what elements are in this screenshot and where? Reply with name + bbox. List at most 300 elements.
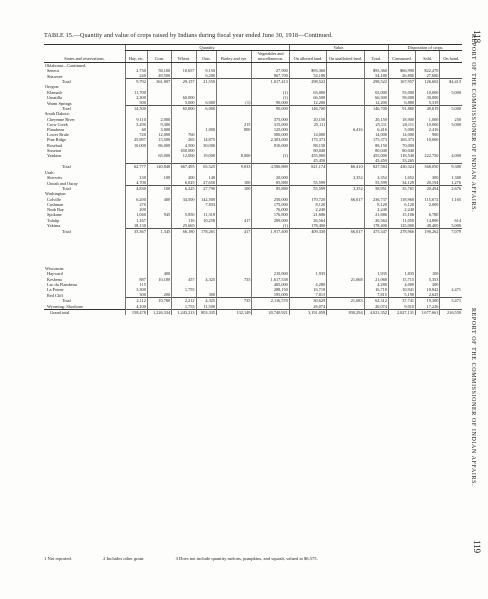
table-cell: 10,258: [196, 218, 216, 223]
table-cell: 62,777: [126, 164, 148, 170]
table-cell: 15,106: [388, 212, 415, 217]
table-cell: 10,657: [172, 68, 196, 73]
table-cell: 130: [126, 175, 148, 180]
footnote-2: 2 Includes other grain.: [103, 556, 145, 561]
row-label: Wisconsin:: [45, 266, 65, 272]
table-cell: 455,000: [289, 153, 326, 158]
table-cell: 65,000: [289, 90, 326, 95]
crop-table: [44, 44, 462, 315]
row-label: La Pointe: [47, 286, 64, 292]
footnote-3: 3 Does not include quantity melons, pumpkins, and squash, valued at $6,575.: [175, 556, 318, 561]
table-cell: 60,000: [172, 95, 196, 100]
table-cell: 25,111: [364, 122, 388, 127]
column-header: Corn.: [147, 51, 171, 62]
table-cell: 26,800: [388, 73, 415, 79]
table-cell: 54,180: [289, 73, 326, 79]
row-label: Cheyenne River: [47, 116, 75, 122]
table-cell: 12,200: [289, 100, 326, 106]
table-cell: 10,000: [416, 90, 440, 95]
row-label: Utah:: [45, 169, 55, 175]
table-cell: 85,880: [252, 186, 289, 192]
table-cell: 8,120: [289, 202, 326, 207]
table-cell: 165,373: [388, 137, 415, 142]
table-cell: 27,650: [196, 180, 216, 186]
table-cell: 900: [416, 132, 440, 137]
table-cell: 33,265: [388, 158, 415, 164]
header-disposition: Disposition of crops.: [388, 45, 462, 51]
table-cell: 66,017: [327, 228, 364, 234]
table-cell: 49,500: [147, 73, 171, 79]
table-cell: 417: [217, 218, 252, 223]
table-cell: 4,586,880: [252, 164, 289, 170]
table-cell: 409,330: [289, 228, 326, 234]
table-cell: 6,200: [126, 197, 148, 202]
table-cell: 6,880: [388, 100, 415, 106]
table-cell: 55,599: [289, 180, 326, 186]
table-cell: 11,500: [196, 304, 216, 310]
row-label: [44, 234, 126, 266]
table-cell: 11,700: [126, 90, 148, 95]
table-cell: (1): [217, 100, 252, 106]
table-cell: 1,226,334: [147, 309, 171, 315]
table-cell: 5,290: [126, 122, 148, 127]
table-cell: 12,000: [147, 132, 171, 137]
table-cell: 1,652: [388, 175, 415, 180]
table-cell: 830,294: [327, 309, 364, 315]
table-cell: 7,815: [364, 292, 388, 298]
table-cell: 3,191,058: [289, 309, 326, 315]
table-cell: 867,700: [252, 73, 289, 79]
table-cell: 167,957: [388, 79, 415, 85]
table-cell: 5,000: [440, 223, 462, 229]
table-cell: 2,000: [416, 202, 440, 207]
table-cell: 132,149: [217, 309, 252, 315]
table-cell: 115: [126, 282, 148, 287]
table-cell: 55,599: [364, 180, 388, 186]
table-cell: 9,300: [147, 122, 171, 127]
table-cell: $93,360: [364, 68, 388, 73]
table-cell: 91,880: [388, 106, 415, 112]
table-cell: [126, 234, 148, 266]
table-cell: 14,500: [126, 106, 148, 112]
table-cell: 21,068: [364, 277, 388, 282]
table-cell: 2,471: [440, 287, 462, 292]
table-cell: 17,226: [416, 304, 440, 310]
table-cell: 25,897: [126, 137, 148, 142]
table-cell: $6,410: [327, 164, 364, 170]
table-cell: 8,000: [217, 153, 252, 158]
table-cell: (1): [252, 90, 289, 95]
table-cell: 361,907: [147, 79, 171, 85]
table-cell: 1,243,213: [172, 309, 196, 315]
table-cell: 58,100: [147, 68, 171, 73]
table-cell: 34,500: [172, 197, 196, 202]
row-label: Colville: [47, 196, 61, 202]
table-cell: 375,000: [252, 117, 289, 122]
table-cell: 9,110: [126, 117, 148, 122]
table-cell: 2,303,000: [252, 137, 289, 142]
table-cell: [252, 234, 289, 266]
table-cell: 18,900: [388, 117, 415, 122]
row-label: Red Cliff: [47, 292, 64, 298]
table-cell: 7,833: [196, 202, 216, 207]
table-cell: [147, 234, 171, 266]
table-cell: 65,325: [196, 164, 216, 170]
table-cell: 9,033: [217, 164, 252, 170]
table-cell: (1): [252, 223, 289, 229]
table-cell: 25,111: [289, 122, 326, 127]
table-cell: 66,017: [327, 197, 364, 202]
table-cell: 26,074: [289, 304, 326, 310]
table-cell: 7,079: [440, 228, 462, 234]
row-label: Uintah and Ouray: [47, 180, 78, 186]
table-cell: 650,000: [172, 148, 196, 153]
table-row: [44, 234, 462, 266]
table-cell: 118,540: [388, 153, 415, 158]
table-cell: 1,935: [289, 271, 326, 276]
table-cell: 1,835: [388, 271, 415, 276]
table-cell: 5,000: [440, 106, 462, 112]
table-cell: 315,000: [252, 122, 289, 127]
table-cell: 2,730: [126, 68, 148, 73]
table-cell: 16,718: [364, 287, 388, 292]
table-cell: 265: [172, 137, 196, 142]
column-header: Wheat.: [172, 51, 196, 62]
page-number-right: 119: [472, 540, 482, 554]
table-cell: 10,180: [147, 277, 171, 282]
table-cell: 810,000: [252, 143, 289, 148]
table-cell: 5,000: [440, 122, 462, 127]
table-cell: 35,781: [388, 186, 415, 192]
table-cell: 20,150: [289, 117, 326, 122]
table-cell: 21,068: [327, 277, 364, 282]
table-cell: 158,478: [126, 309, 148, 315]
table-cell: 126,602: [416, 79, 440, 85]
column-header: Hay, etc.: [126, 51, 148, 62]
table-cell: 76,000: [252, 207, 289, 212]
row-label: Total: [62, 106, 71, 112]
header-value: Value.: [289, 45, 388, 51]
running-header-top: REPORT OF THE COMMISSIONER OF INDIAN AFFAIRS.: [470, 34, 476, 213]
table-cell: 400: [147, 271, 171, 276]
table-cell: 10,000: [126, 143, 148, 148]
table-cell: 3,352: [364, 175, 388, 180]
table-cell: 4,000: [440, 153, 462, 158]
table-cell: 216,550: [440, 309, 462, 315]
table-cell: 270: [126, 202, 148, 207]
table-cell: 7,815: [289, 292, 326, 298]
table-cell: 20,000: [252, 175, 289, 180]
table-cell: 8,120: [364, 202, 388, 207]
row-label: Tulalip: [47, 217, 60, 223]
table-cell: 2,625: [416, 292, 440, 298]
table-cell: 2,240: [364, 207, 388, 212]
table-cell: 115,672: [416, 197, 440, 202]
table-cell: 4,325: [196, 277, 216, 282]
table-cell: 20,740,921: [252, 309, 289, 315]
page-number-left: 118: [472, 30, 482, 44]
table-cell: 21,683: [327, 298, 364, 304]
table-cell: 4,280: [364, 282, 388, 287]
table-cell: 800: [217, 127, 252, 132]
table-cell: 10,780: [147, 298, 171, 304]
table-cell: 146,700: [364, 106, 388, 112]
table-cell: 2,112: [126, 298, 148, 304]
table-cell: 400: [147, 197, 171, 202]
table-cell: 142,500: [196, 197, 216, 202]
table-cell: 5,000: [172, 100, 196, 106]
table-cell: 85,880: [252, 180, 289, 186]
table-cell: 300: [126, 292, 148, 298]
table-cell: 118,960: [388, 197, 415, 202]
table-cell: 80,040: [388, 148, 415, 153]
table-cell: 62,312: [364, 298, 388, 304]
row-label: Total: [62, 228, 71, 234]
table-cell: 37,741: [388, 298, 415, 304]
table-cell: 178,400: [289, 223, 326, 229]
table-cell: 70,000: [388, 143, 415, 148]
row-label: Crow Creek: [47, 121, 68, 127]
table-cell: 65,000: [364, 90, 388, 95]
column-header: On allotted land.: [289, 51, 326, 62]
table-cell: 1,276: [440, 180, 462, 186]
table-cell: 175,373: [364, 137, 388, 142]
table-cell: 2,676: [440, 186, 462, 192]
table-cell: 29,157: [172, 79, 196, 85]
table-cell: 58,000: [388, 95, 415, 100]
table-cell: 34,129: [388, 180, 415, 186]
table-cell: 236,737: [364, 197, 388, 202]
table-cell: 5,850: [172, 212, 196, 217]
table-cell: 65,000: [172, 106, 196, 112]
row-label: Pine Ridge: [47, 137, 66, 143]
table-cell: 16,718: [289, 287, 326, 292]
row-label: Yankton: [47, 153, 62, 159]
table-cell: 209,000: [252, 218, 289, 223]
table-cell: 200: [172, 175, 196, 180]
column-header: Vegetables and miscellaneous.: [252, 51, 289, 62]
row-label: Klamath: [47, 89, 62, 95]
table-cell: 720: [126, 132, 148, 137]
table-cell: 1,917,400: [252, 228, 289, 234]
table-cell: 430,324: [388, 164, 415, 170]
table-cell: 116: [172, 218, 196, 223]
table-cell: 125,000: [388, 223, 415, 229]
table-cell: (1): [252, 153, 289, 158]
table-cell: [440, 234, 462, 266]
table-cell: 6,416: [364, 127, 388, 132]
table-cell: 1,755: [172, 304, 196, 310]
table-cell: 250: [440, 117, 462, 122]
table-cell: $4,413: [440, 79, 462, 85]
table-cell: 2,116,570: [252, 298, 289, 304]
table-cell: 2,000: [147, 117, 171, 122]
table-cell: 6,780: [416, 212, 440, 217]
column-header: Oats.: [196, 51, 216, 62]
table-cell: 178,400: [364, 223, 388, 229]
header-states: States and reservations.: [44, 45, 126, 63]
table-cell: 14,000: [388, 132, 415, 137]
table-cell: [327, 234, 364, 266]
table-title: TABLE 15.—Quantity and value of crops raised by Indians during fiscal year ended June 30, 1918—Continued.: [44, 32, 333, 39]
table-cell: 200: [147, 292, 171, 298]
table-cell: 500,000: [252, 132, 289, 137]
row-label: Shawnee: [47, 73, 63, 79]
table-cell: 11,050: [388, 218, 415, 223]
table-cell: 54,180: [364, 73, 388, 79]
row-label: Total: [62, 79, 71, 85]
column-header: Barley and rye.: [217, 51, 252, 62]
row-label: Warm Springs: [47, 100, 72, 106]
table-cell: 1,617,538: [252, 277, 289, 282]
table-cell: 4,000: [388, 282, 415, 287]
table-cell: 2,240: [289, 207, 326, 212]
table-cell: 35,367: [126, 228, 148, 234]
table-cell: 500: [126, 100, 148, 106]
table-cell: 66,500: [364, 95, 388, 100]
row-label: South Dakota:: [45, 111, 70, 117]
table-cell: 88,150: [364, 143, 388, 148]
table-cell: 1,000: [416, 117, 440, 122]
table-cell: 30,629: [289, 298, 326, 304]
table-cell: 1,040: [126, 212, 148, 217]
table-cell: 45,450: [364, 158, 388, 164]
table-cell: 1,677,661: [416, 309, 440, 315]
table-cell: 10,000: [416, 122, 440, 127]
row-label: Oregon:: [45, 84, 60, 90]
table-cell: 300: [196, 292, 216, 298]
table-cell: 2,027,131: [388, 309, 415, 315]
row-label: Grand total: [50, 309, 70, 315]
table-cell: 88,150: [289, 143, 326, 148]
table-cell: 21,550: [196, 79, 216, 85]
table-cell: 298,522: [289, 79, 326, 85]
table-body: [44, 62, 462, 315]
table-cell: 26,564: [364, 218, 388, 223]
table-cell: 614: [440, 218, 462, 223]
table-cell: 250,000: [252, 197, 289, 202]
table-cell: 760: [172, 132, 196, 137]
table-cell: 3,300: [126, 287, 148, 292]
table-cell: 19,000: [196, 153, 216, 158]
row-label: Hayward: [47, 271, 63, 277]
table-cell: 1,755: [172, 287, 196, 292]
table-cell: 55,599: [289, 186, 326, 192]
table-cell: 1,167: [126, 218, 148, 223]
table-cell: 278,966: [388, 228, 415, 234]
table-cell: 2,300: [126, 95, 148, 100]
table-cell: 86,000: [147, 143, 171, 148]
table-cell: 60: [126, 127, 148, 132]
table-cell: 667,495: [172, 164, 196, 170]
running-header-bottom: REPORT OF THE COMMISSIONER OF INDIAN AFFAIRS.: [470, 308, 476, 487]
row-label: Lac du Flambeau: [47, 281, 77, 287]
table-cell: [388, 234, 415, 266]
table-cell: (1): [252, 95, 289, 100]
row-label: Total: [62, 164, 71, 170]
table-cell: $22,470: [416, 68, 440, 73]
table-cell: 20,150: [364, 117, 388, 122]
footnote-1: 1 Not reported.: [44, 556, 72, 561]
total-row: [44, 309, 462, 315]
table-cell: 6,225: [172, 186, 196, 192]
row-label: Washington:: [45, 191, 67, 197]
table-cell: 170,720: [289, 197, 326, 202]
table-cell: 1,935: [364, 271, 388, 276]
table-cell: $66,990: [388, 68, 415, 73]
table-cell: 4,830: [126, 186, 148, 192]
table-cell: 821,174: [289, 164, 326, 170]
table-cell: 4,500: [172, 143, 196, 148]
table-cell: 200: [126, 207, 148, 212]
table-cell: 2,212: [172, 298, 196, 304]
table-cell: 45,450: [289, 158, 326, 164]
table-cell: 10,842: [416, 287, 440, 292]
table-cell: 1,300: [440, 175, 462, 180]
table-cell: 55,000: [388, 90, 415, 95]
table-cell: 5,353: [416, 277, 440, 282]
column-header: On unallotted land.: [327, 51, 364, 62]
column-header: On hand.: [440, 51, 462, 62]
table-cell: 58,951: [364, 186, 388, 192]
table-cell: 210,900: [252, 271, 289, 276]
table-cell: 26,564: [289, 218, 326, 223]
table-cell: 222,750: [416, 153, 440, 158]
table-cell: 12,200: [364, 100, 388, 106]
footnotes: [44, 556, 348, 561]
table-cell: 15,500: [147, 137, 171, 142]
table-cell: $93,360: [289, 68, 326, 73]
table-cell: 146,700: [289, 106, 326, 112]
table-cell: 49,819: [416, 106, 440, 112]
table-cell: 30,000: [196, 143, 216, 148]
table-cell: 48,400: [416, 223, 440, 229]
table-cell: 100: [217, 180, 252, 186]
row-label: Flandreau: [47, 127, 65, 133]
table-cell: [196, 234, 216, 266]
table-cell: 887: [126, 277, 148, 282]
table-cell: 100: [416, 271, 440, 276]
table-cell: 455,000: [364, 153, 388, 158]
row-label: Oklahoma—Continued.: [45, 62, 87, 68]
table-cell: 66,500: [289, 95, 326, 100]
row-label: Sisseton: [47, 147, 62, 153]
table-cell: 14,000: [364, 132, 388, 137]
table-cell: 12,000: [172, 153, 196, 158]
table-cell: 65,000: [147, 153, 171, 158]
table-cell: 140: [196, 175, 216, 180]
table-cell: 140,848: [147, 164, 171, 170]
row-label: Wyoming: Shoshone: [47, 303, 83, 309]
table-cell: 25,665: [172, 223, 196, 229]
table-cell: 80,040: [364, 148, 388, 153]
table-cell: 1,165: [440, 197, 462, 202]
table-cell: 11,318: [196, 212, 216, 217]
table-cell: 288,150: [252, 287, 289, 292]
table-cell: 803,335: [196, 309, 216, 315]
table-cell: 80,040: [289, 148, 326, 153]
row-label: Lower Brule: [47, 132, 69, 138]
table-cell: 195,000: [252, 292, 289, 298]
column-header: Total.: [364, 51, 388, 62]
table-cell: 100: [147, 175, 171, 180]
table-cell: 4,325: [196, 298, 216, 304]
table-cell: [172, 234, 196, 266]
column-header: Sold.: [416, 51, 440, 62]
table-cell: 5,190: [388, 292, 415, 298]
table-cell: 4,700: [126, 180, 148, 186]
table-cell: 6,120: [388, 202, 415, 207]
